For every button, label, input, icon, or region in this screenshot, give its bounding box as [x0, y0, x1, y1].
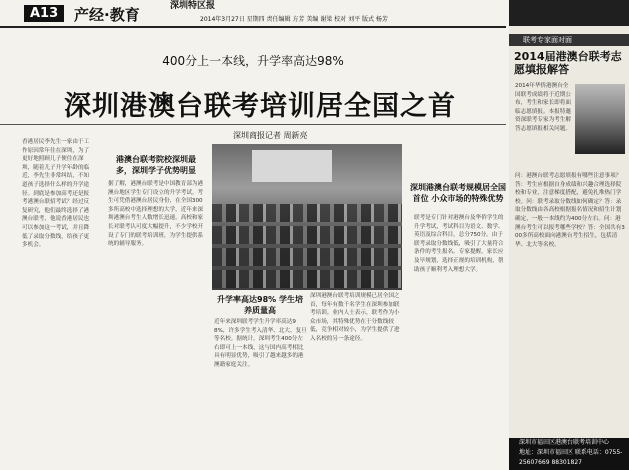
article-subhead-2: 升学率高达98% 学生培养质量高 — [217, 295, 303, 315]
sidebar-intro: 2014年华侨港澳台全国联考成绩将于近期公布，考生和家长即将面临志愿填报。本报特邀资深联考专家为考生解答志愿填报相关问题。 — [515, 83, 571, 132]
issue-meta: 2014年3月27日 星期四 责任编辑 方芳 美编 谢梁 校对 刘平 版式 杨芳 — [200, 16, 388, 23]
article-column-left: 香港居民李先生一家由于工作原因常年住在深圳，为了更好地照顾儿子便住在深圳，随着儿子升学年龄的临近，李先生非常纠结，不知道孩子选择什么样的升学途径。到底是参加高考还是报考港澳台联招考试？经过反复研究，他们最终选择了港澳台联考，他说香港居民也可以参加这一考试，并且降低了录取分数线，给孩子更多机会。 — [22, 139, 90, 249]
section-number: A13 — [24, 5, 64, 22]
article-column-mid2: 近年来深圳联考学生升学率高达98%，许多学生考入清华、北大、复旦等名校。据统计，深圳考生400分左右即可上一本线，这与国内高考相比具有明显优势，吸引了越来越多的港澳籍家庭关注。 — [214, 319, 307, 368]
sidebar-footer-line2: 地址：深圳市福田区 联系电话：0755-25607669 88301827 — [519, 449, 623, 466]
photo-audience-row — [212, 226, 402, 244]
article-byline: 深圳商报记者 周新亮 — [233, 131, 308, 140]
article-column-mid: 据了解，港澳台联考是中国教育部为港澳台地区学生专门设立的升学考试。考生可凭借港澳台居民身份，在全国300多所高校中选择理想的大学，近年来深圳港澳台考生人数增长迅速，高校和家长对联考认可度大幅提升，不少学校开设了专门的联考培训班，为学生提供系统的辅导服务。 — [108, 181, 204, 248]
sidebar-label: 联考专家面对面 — [509, 34, 629, 46]
article-kicker: 400分上一本线，升学率高达98% — [162, 54, 344, 68]
article-photo — [212, 144, 402, 290]
section-title: 产经·教育 — [74, 6, 140, 24]
photo-audience-row — [212, 270, 402, 288]
sidebar-top-bar — [509, 0, 629, 26]
article-column-c3: 深圳港澳台联考培训规模已居全国之首，每年有数千名学生在深圳参加联考培训。业内人士表示，联考作为小众市场，其特殊优势在于分数线较低，竞争相对较小，为学生提供了进入名校的另一条途径。 — [310, 293, 400, 342]
paper-name-text: 深圳特区报 — [170, 1, 216, 11]
divider — [0, 124, 506, 125]
article-headline: 深圳港澳台联考培训居全国之首 — [64, 91, 456, 122]
article-column-right: 联考是专门针对港澳台及华侨学生的升学考试，考试科目为语文、数学、英语及综合科目，总分750分。由于联考录取分数线低，吸引了大量符合条件的考生报名。专家提醒，家长应及早规划，选择正规的培训机构，帮助孩子顺利考入理想大学。 — [414, 215, 504, 273]
photo-audience-row — [212, 204, 402, 222]
article-subhead-1: 港澳台联考院校深圳最多，深圳学子优势明显 — [116, 155, 196, 175]
article-subhead-3: 深圳港澳台联考规模居全国首位 小众市场的特殊优势 — [410, 183, 506, 203]
sidebar-expert-photo — [575, 84, 625, 154]
sidebar-headline: 2014届港澳台联考志愿填报解答 — [514, 50, 622, 76]
paper-name — [170, 2, 390, 11]
photo-audience-row — [212, 248, 402, 266]
sidebar-body: 问：港澳台联考志愿填报有哪些注意事项？答：考生应根据自身成绩和兴趣合理选择院校和专业，注意梯度搭配，避免扎堆热门学校。问：联考录取分数线如何确定？答：录取分数线由各高校根据报名情况和招生计划确定，一般一本线约为400分左右。问：港澳台考生可以报考哪些学校？答：全国共有300多所高校面向港澳台考生招生，包括清华、北大等名校。 — [515, 173, 625, 248]
photo-screen — [252, 150, 332, 182]
sidebar-footer — [509, 438, 629, 470]
sidebar-footer-line1: 深圳市福田区港澳台联考培训中心 — [519, 439, 610, 446]
